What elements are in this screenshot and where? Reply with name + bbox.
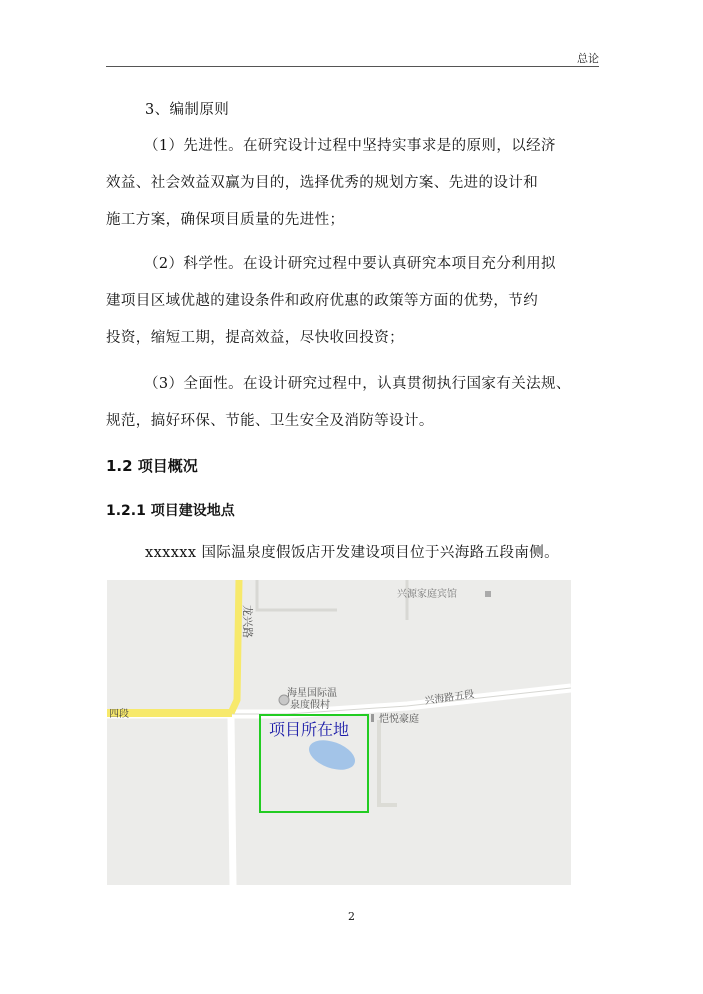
paragraph-line: 投资，缩短工期，提高效益，尽快收回投资； <box>106 330 404 346</box>
paragraph-line: 规范，搞好环保、节能、卫生安全及消防等设计。 <box>106 413 434 429</box>
hotel-label-line2: 泉度假村 <box>290 700 330 711</box>
road-left-label: 四段 <box>109 709 129 720</box>
lake-shape <box>305 735 359 776</box>
location-map <box>107 580 571 885</box>
location-text: xxxxxx 国际温泉度假饭店开发建设项目位于兴海路五段南侧。 <box>145 545 560 561</box>
road-vertical-label: 龙兴路 <box>241 605 254 638</box>
road-main-label: 兴海路五段 <box>423 689 475 707</box>
poi-top-label: 兴源家庭宾馆 <box>397 589 457 600</box>
paragraph-line: 建项目区域优越的建设条件和政府优惠的政策等方面的优势，节约 <box>106 293 539 309</box>
paragraph-comprehensive <box>106 366 601 440</box>
item-heading: 3、编制原则 <box>145 102 230 118</box>
section-heading: 1.2 项目概况 <box>106 457 198 475</box>
paragraph-line: 效益、社会效益双赢为目的，选择优秀的规划方案、先进的设计和 <box>106 175 539 191</box>
paragraph-line: （1）先进性。在研究设计过程中坚持实事求是的原则，以经济 <box>144 138 556 154</box>
subsection-heading: 1.2.1 项目建设地点 <box>106 503 235 519</box>
poi-marker-icon <box>485 591 491 597</box>
page-header-text: 总论 <box>577 52 599 65</box>
site-label: 项目所在地 <box>269 720 350 739</box>
page-number: 2 <box>348 910 355 923</box>
paragraph-line: （2）科学性。在设计研究过程中要认真研究本项目充分利用拟 <box>144 256 556 272</box>
paragraph-line: 施工方案，确保项目质量的先进性； <box>106 212 345 228</box>
page-header-rule <box>106 66 599 67</box>
poi-marker-icon <box>371 714 374 722</box>
poi-right-label: 恺悦豪庭 <box>379 714 419 725</box>
paragraph-scientific <box>106 246 601 357</box>
paragraph-advanced <box>106 128 601 239</box>
paragraph-line: （3）全面性。在设计研究过程中，认真贯彻执行国家有关法规、 <box>144 376 571 392</box>
hotel-label-line1: 海星国际温 <box>287 688 337 699</box>
road-vertical-yellow <box>231 580 239 713</box>
